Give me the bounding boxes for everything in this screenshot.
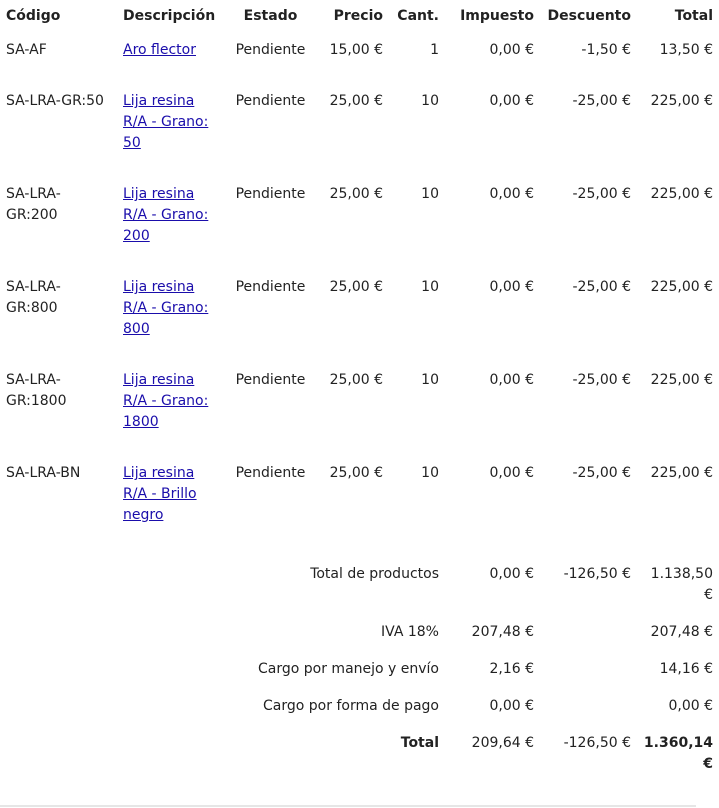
summary-tax: 0,00 € (489, 566, 534, 582)
item-qty: 10 (421, 186, 439, 202)
summary-discount (540, 614, 637, 651)
item-price: 25,00 € (329, 372, 383, 388)
header-total: Total (674, 8, 713, 24)
item-price: 25,00 € (329, 465, 383, 481)
summary-row (0, 688, 719, 725)
item-status: Pendiente (235, 279, 306, 295)
summary-discount: -126,50 € (563, 735, 631, 751)
header-price: Precio (333, 8, 383, 24)
summary-tax: 207,48 € (471, 624, 534, 640)
header-description: Descripción (123, 8, 216, 24)
item-status: Pendiente (235, 42, 306, 58)
summary-tax: 0,00 € (489, 698, 534, 714)
table-header-row (0, 0, 719, 30)
table-row (0, 267, 719, 360)
summary-tax: 209,64 € (471, 735, 534, 751)
item-status: Pendiente (235, 93, 306, 109)
item-code: SA-LRA-BN (6, 465, 81, 481)
table-row (0, 30, 719, 81)
item-discount: -25,00 € (572, 93, 631, 109)
item-qty: 10 (421, 372, 439, 388)
summary-label: Cargo por forma de pago (263, 698, 439, 714)
summary-spacer (0, 546, 719, 556)
item-total: 225,00 € (650, 372, 713, 388)
item-tax: 0,00 € (489, 42, 534, 58)
item-price: 25,00 € (329, 279, 383, 295)
item-discount: -1,50 € (581, 42, 631, 58)
summary-body (0, 546, 719, 783)
item-total: 225,00 € (650, 465, 713, 481)
summary-total: 1.138,50 € (650, 566, 713, 603)
item-tax: 0,00 € (489, 93, 534, 109)
summary-row (0, 725, 719, 783)
item-code: SA-LRA-GR:1800 (6, 372, 67, 409)
item-price: 25,00 € (329, 186, 383, 202)
item-description-cell (117, 267, 219, 360)
item-code: SA-LRA-GR:200 (6, 186, 61, 223)
table-row (0, 453, 719, 546)
item-code: SA-LRA-GR:800 (6, 279, 61, 316)
header-qty: Cant. (397, 8, 439, 24)
item-total: 13,50 € (659, 42, 713, 58)
item-description-link[interactable]: Lija resina R/A - Grano: 200 (123, 186, 209, 244)
item-description-link[interactable]: Lija resina R/A - Grano: 50 (123, 93, 209, 151)
table-row (0, 360, 719, 453)
item-qty: 10 (421, 93, 439, 109)
item-price: 25,00 € (329, 93, 383, 109)
summary-total: 1.360,14 € (643, 735, 713, 772)
item-total: 225,00 € (650, 186, 713, 202)
header-code: Código (6, 8, 61, 24)
summary-tax: 2,16 € (489, 661, 534, 677)
item-qty: 1 (430, 42, 439, 58)
item-discount: -25,00 € (572, 186, 631, 202)
item-code: SA-AF (6, 42, 47, 58)
summary-row (0, 556, 719, 614)
item-discount: -25,00 € (572, 372, 631, 388)
summary-discount (540, 651, 637, 688)
summary-row (0, 614, 719, 651)
items-body (0, 30, 719, 546)
table-row (0, 174, 719, 267)
item-total: 225,00 € (650, 279, 713, 295)
item-discount: -25,00 € (572, 465, 631, 481)
item-description-cell (117, 81, 219, 174)
header-tax: Impuesto (460, 8, 534, 24)
item-code: SA-LRA-GR:50 (6, 93, 104, 109)
summary-total: 14,16 € (659, 661, 713, 677)
summary-total: 207,48 € (650, 624, 713, 640)
item-status: Pendiente (235, 465, 306, 481)
item-tax: 0,00 € (489, 372, 534, 388)
item-discount: -25,00 € (572, 279, 631, 295)
item-description-cell (117, 174, 219, 267)
summary-label: Total de productos (310, 566, 439, 582)
item-description-link[interactable]: Lija resina R/A - Brillo negro (123, 465, 197, 523)
summary-total: 0,00 € (668, 698, 713, 714)
summary-spacer-cell (0, 546, 719, 556)
summary-label: IVA 18% (381, 624, 439, 640)
item-description-link[interactable]: Aro flector (123, 42, 196, 58)
item-description-cell (117, 30, 219, 81)
item-price: 15,00 € (329, 42, 383, 58)
item-description-cell (117, 453, 219, 546)
header-discount: Descuento (547, 8, 631, 24)
item-total: 225,00 € (650, 93, 713, 109)
item-tax: 0,00 € (489, 279, 534, 295)
item-qty: 10 (421, 279, 439, 295)
item-status: Pendiente (235, 186, 306, 202)
summary-label: Cargo por manejo y envío (258, 661, 439, 677)
item-description-link[interactable]: Lija resina R/A - Grano: 800 (123, 279, 209, 337)
item-tax: 0,00 € (489, 186, 534, 202)
item-description-link[interactable]: Lija resina R/A - Grano: 1800 (123, 372, 209, 430)
summary-label: Total (400, 735, 439, 751)
table-row (0, 81, 719, 174)
summary-discount: -126,50 € (563, 566, 631, 582)
summary-row (0, 651, 719, 688)
bottom-divider (0, 805, 696, 807)
item-tax: 0,00 € (489, 465, 534, 481)
item-qty: 10 (421, 465, 439, 481)
item-description-cell (117, 360, 219, 453)
item-status: Pendiente (235, 372, 306, 388)
summary-discount (540, 688, 637, 725)
header-status: Estado (243, 8, 298, 24)
